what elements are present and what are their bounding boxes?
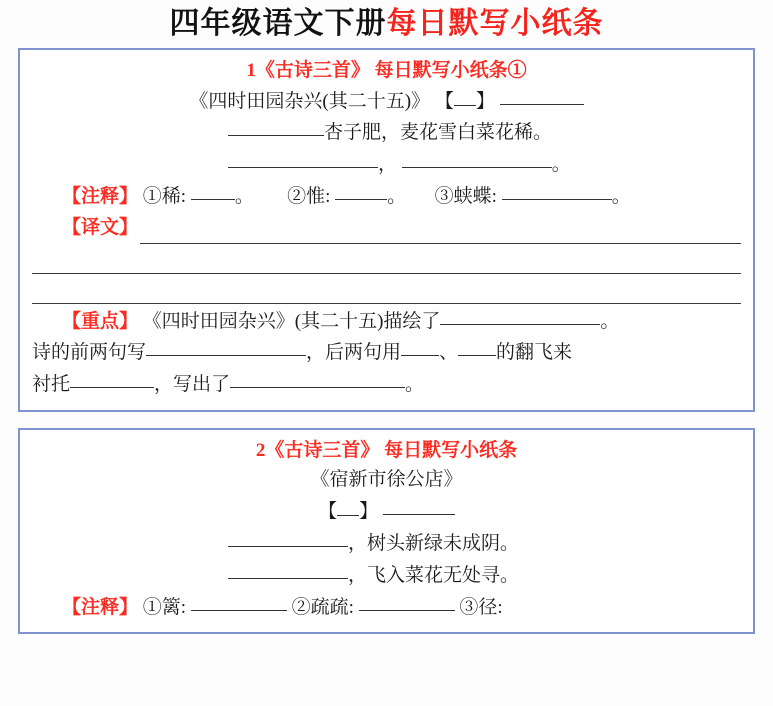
translation-write-line-3[interactable] (32, 274, 741, 304)
page-title-black: 四年级语文下册 (169, 7, 387, 40)
poem-2-line-a-text: ，树头新绿未成阴。 (348, 533, 520, 555)
poem-1-line-2-text: 杏子肥，麦花雪白菜花稀。 (324, 122, 553, 144)
note-2-1-num: ① (142, 596, 162, 618)
key-blank-4[interactable] (458, 337, 496, 356)
poem-1-blank-2[interactable] (228, 117, 324, 136)
poem-2-title-line (32, 465, 741, 496)
key-row-3 (32, 369, 741, 401)
section-2-heading: 2《古诗三首》 每日默写小纸条 (255, 439, 518, 461)
poem-1-line-2 (32, 117, 741, 149)
key-label: 【重点】 (62, 310, 139, 332)
poem-1-blank-3[interactable] (228, 149, 378, 168)
poem-1-line-3-period: 。 (551, 154, 571, 176)
poem-2-bracket-close: 】 (359, 501, 379, 523)
bracket-close: 】 (475, 90, 495, 112)
key-line-2-b: ，后两句用 (306, 342, 402, 364)
poem-1-title: 《四时田园杂兴(其二十五)》 (189, 90, 431, 112)
key-row-2 (32, 337, 741, 369)
key-line-2-c: 、 (439, 342, 459, 364)
note-2-blank[interactable] (335, 181, 387, 200)
key-line-3-a: 衬托 (32, 374, 71, 396)
bracket-open: 【 (434, 90, 454, 112)
note-2-3-num: ③ (459, 596, 479, 618)
key-line-2-d: 的翻飞来 (496, 342, 573, 364)
poem-2-blank-2[interactable] (228, 528, 348, 547)
note-1-word: 稀: (161, 185, 187, 207)
key-line-1-text: 《四时田园杂兴》(其二十五)描绘了 (142, 310, 441, 332)
poem-1-blank-4[interactable] (402, 149, 552, 168)
key-blank-1[interactable] (440, 306, 600, 325)
poem-box-2 (18, 428, 755, 635)
note-1-blank[interactable] (191, 181, 235, 200)
poem-2-bracket-line (32, 496, 741, 528)
poem-1-title-line (32, 86, 741, 118)
note-2-1-blank[interactable] (191, 592, 287, 611)
key-row-1 (32, 304, 741, 338)
note-3-num: ③ (434, 185, 454, 207)
note-2-num: ② (287, 185, 307, 207)
translation-write-line-2[interactable] (32, 244, 741, 274)
note-1-period: 。 (234, 185, 254, 207)
key-blank-6[interactable] (230, 369, 405, 388)
key-line-3-b: ，写出了 (154, 374, 231, 396)
key-blank-2[interactable] (146, 337, 306, 356)
poem-1-bracket-blank[interactable] (454, 88, 476, 105)
poem-2-line-a (32, 528, 741, 560)
translation-write-line-1[interactable] (140, 215, 741, 244)
poem-1-line-3-comma: ， (378, 154, 398, 176)
note-3-blank[interactable] (502, 181, 612, 200)
notes-label-2: 【注释】 (62, 596, 139, 618)
note-1-num: ① (142, 185, 162, 207)
poem-2-line-b (32, 560, 741, 592)
key-line-1-period: 。 (600, 310, 620, 332)
poem-2-bracket-blank[interactable] (337, 499, 359, 516)
poem-1-line-3 (32, 149, 741, 181)
note-2-word: 惟: (306, 185, 331, 207)
note-2-3-word: 径: (478, 596, 503, 618)
note-2-2-blank[interactable] (359, 592, 455, 611)
poem-2-blank-3[interactable] (228, 560, 348, 579)
key-line-2-a: 诗的前两句写 (32, 342, 147, 364)
poem-2-line-b-text: ，飞入菜花无处寻。 (348, 564, 520, 586)
note-3-word: 蛱蝶: (453, 185, 497, 207)
poem-box-1 (18, 48, 755, 412)
poem-1-blank-1[interactable] (500, 86, 584, 105)
notes-row-1 (32, 181, 741, 213)
page-title-red: 每日默写小纸条 (386, 7, 604, 40)
note-2-2-num: ② (291, 596, 311, 618)
note-2-period: 。 (387, 185, 407, 207)
translation-label: 【译文】 (62, 216, 139, 238)
poem-2-title: 《宿新市徐公店》 (310, 469, 463, 491)
note-3-period: 。 (611, 185, 631, 207)
poem-2-blank-1[interactable] (383, 496, 455, 515)
page-title (18, 0, 755, 48)
notes-row-2 (32, 592, 741, 624)
poem-2-bracket-open: 【 (318, 501, 338, 523)
notes-label-1: 【注释】 (62, 185, 139, 207)
key-blank-5[interactable] (70, 369, 154, 388)
translation-row (32, 213, 741, 244)
key-blank-3[interactable] (401, 337, 439, 356)
section-1-heading: 1《古诗三首》 每日默写小纸条① (246, 60, 527, 81)
key-line-3-c: 。 (405, 374, 425, 396)
note-2-1-word: 篱: (161, 596, 187, 618)
note-2-2-word: 疏疏: (310, 596, 354, 618)
